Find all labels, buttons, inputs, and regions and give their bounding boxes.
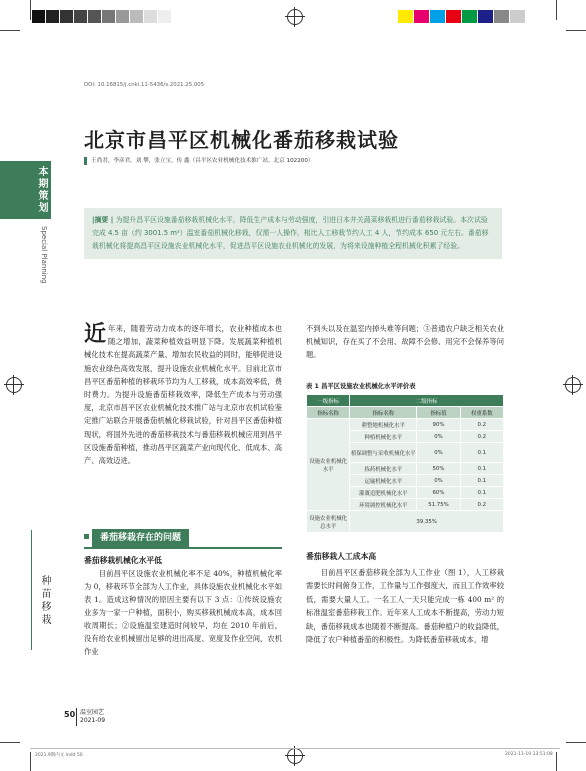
section-tag-en: Special Planning [40,226,48,284]
table-cell: 植保调整与采收机械化水平 [350,443,417,463]
table-cell: 0.2 [460,499,503,511]
footer-magazine [80,709,105,725]
slug-rule [30,748,560,749]
table-cell: 拣药机械化水平 [350,463,417,475]
crop-mark [0,30,20,31]
table-header: 二级指标 [350,395,504,407]
table-cell: 耕整地机械化水平 [350,419,417,431]
subsection-text: 目前昌平区番茄移栽全部为人工作业（图 1），人工移栽需要长时间俯身工作，工作量与工作强度大，而且工作效率较低，需要大量人工。一名工人一天只能完成一栋 400 m² 的标准温室番茄移栽工作。近年来人工成本不断提高，劳动力短缺，番茄移栽成本也随着不断提高。番茄种植户的收益降低，降低了农户种植番茄的积极性。为降低番茄移栽成本，增 [306,568,504,645]
col2-top-text: 不到头以及在温室内掉头难等问题；③普通农户缺乏相关农业机械知识，存在买了不会用、故障不会修、用完不会保养等问题。 [306,324,504,360]
crop-mark [566,742,586,743]
doi: DOI: 10.16815/j.cnki.11-5436/s.2021.25.005 [84,82,205,88]
table-cell: 50% [417,463,460,475]
table-cell: 设施农业机械化总水平 [307,511,350,533]
slug-timestamp: 2021-11-19 13:51:08 [505,752,553,757]
registration-target-icon [287,9,303,25]
crop-mark [556,0,557,20]
table-cell: 0.1 [460,475,503,487]
category-rule [31,530,32,650]
table-header: 指标名称 [350,407,417,419]
abstract-label: 摘要 [94,216,109,224]
table-cell: 0.1 [460,487,503,499]
table-row [307,419,504,431]
authors: 王尚君，李彦君，刘 攀，张立宝，传 鑫（昌平区农业机械化技术推广站，北京 102200） [84,157,313,165]
intro-text: 年来，随着劳动力成本的逐年增长，农业种植成本也随之增加，蔬菜种植效益明显下降。发展蔬菜种植机械化技术在提高蔬菜产量、增加农民收益的同时，能够促进设施农业绿色高效发展，提升设施农业机械化水平。目前北京市昌平区番茄种植的移栽环节均为人工移栽，成本高效率低，费时费力。为提升设施番茄移栽效率，降低生产成本与劳动强度，北京市昌平区农业机械化技术推广站与北京市农机试验鉴定推广站联合开展番茄机械化移栽试验，针对昌平区番茄种植现状，将国外先进的番茄移栽技术与番茄移栽机械应用到昌平区设施番茄种植，推动昌平区蔬菜产业向现代化、低成本、高产、高效迈进。 [84,324,282,466]
table-cell: 0.2 [460,431,503,443]
dropcap: 近 [84,321,107,347]
table-cell: 39.35% [350,511,504,533]
table-header: 指标值 [417,407,460,419]
side-accent-bar [0,161,31,219]
magazine-issue: 2021-09 [80,717,106,724]
table-cell: 51.75% [417,499,460,511]
col2-continued-paragraph [306,322,504,362]
registration-target-icon [6,377,22,393]
abstract: |摘要 | 为提升昌平区设施番茄移栽机械化水平，降低生产成本与劳动强度，引进日本井关蔬菜移栽机进行番茄移栽试验。本次试验完成 4.5 亩（约 3001.5 m²）温室番茄机械化移栽，仅需一人操作，相比人工移栽节约人工 4 人，节约成本 650 元左右。番茄移栽机械化将提高昌平区设施农业机械化水平，促进昌平区设施农业机械化的发展，为将来设施种植全程机械化积累了经验。 [84,208,502,259]
section-heading-label: 番茄移栽存在的问题 [92,529,189,547]
registration-target-icon [565,377,581,393]
table-cell: 0% [417,475,460,487]
table-header: 权重系数 [460,407,503,419]
section-bullet-icon [84,534,89,539]
page-title: 北京市昌平区机械化番茄移栽试验 [84,128,399,152]
registration-color-bar [398,10,526,23]
mechanization-table [306,394,504,533]
crop-mark [30,752,31,771]
intro-paragraph [84,322,282,467]
registration-target-icon [287,748,303,764]
table-header: 指标名称 [307,407,350,419]
table-cell: 0% [417,431,460,443]
section-heading [84,529,282,549]
table-cell: 运输机械化水平 [350,475,417,487]
section-tag: 本期策划 [31,161,51,219]
table-cell: 种植机械化水平 [350,431,417,443]
abstract-text: 为提升昌平区设施番茄移栽机械化水平，降低生产成本与劳动强度，引进日本井关蔬菜移栽机进行番茄移栽试验。本次试验完成 4.5 亩（约 3001.5 m²）温室番茄机械化移栽，仅需一人操作，相比人工移栽节约人工 4 人，节约成本 650 元左右。番茄移栽机械化将提高昌平区设施农业机械化水平，促进昌平区设施农业机械化的发展，为将来设施种植全程机械化积累了经验。 [92,216,489,250]
table-cell: 0% [417,443,460,463]
subsection-heading: 番茄移栽人工成本高 [306,552,377,561]
crop-mark [30,0,31,20]
category-label: 种苗移栽 [39,575,50,627]
table-cell: 0.1 [460,463,503,475]
table-cell: 灌溉追肥机械化水平 [350,487,417,499]
registration-gray-bar [32,10,172,23]
table-caption: 表 1 昌平区设施农业机械化水平评价表 [306,383,416,390]
subsection-text: 目前昌平区设施农业机械化率不足 40%，种植机械化率为 0，移栽环节全部为人工作业，具体设施农业机械化水平如表 1。造成这种情况的原因主要有以下 3 点：①传统设施农业多为一家一户种植，面积小，购买移栽机械成本高，成本回收周期长；②设施温室建造时间较早，均在 2010 年前后，没有给农业机械留出足够的进出高度、宽度及作业空间，农机作业 [84,569,282,656]
table-header: 一级指标 [307,395,350,407]
table-row [307,511,504,533]
crop-mark [556,752,557,771]
table-cell: 90% [417,419,460,431]
table-cell: 设施农业机械化水平 [307,419,350,511]
page-number: 50 [64,710,76,719]
table-cell: 0.2 [460,419,503,431]
subsection-heading: 番茄移栽机械化水平低 [84,556,162,565]
table-cell: 60% [417,487,460,499]
subsection-1 [84,554,282,658]
magazine-name: 温室园艺 [80,709,105,716]
slug-file: 2021.9期内文.indd 50 [35,753,83,758]
crop-mark [0,742,20,743]
footer-divider [76,708,77,726]
table-cell: 环境调控机械化水平 [350,499,417,511]
subsection-2 [306,566,504,646]
crop-mark [566,30,586,31]
table-cell: 0.1 [460,443,503,463]
